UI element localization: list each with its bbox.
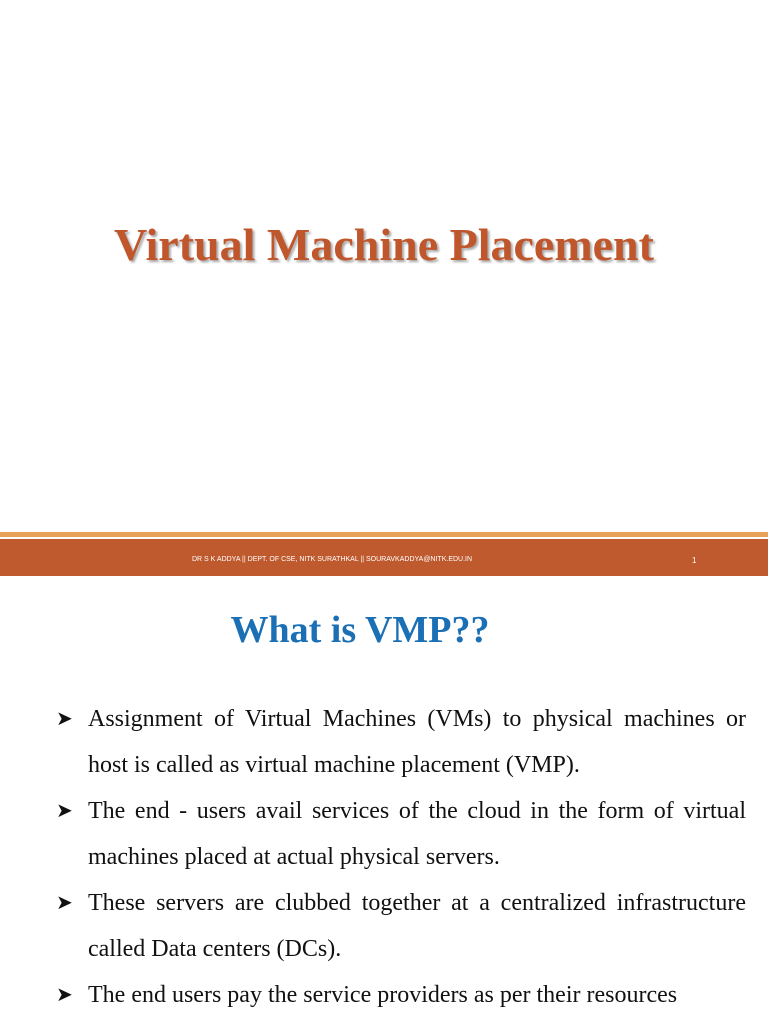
bullet-item [56, 972, 746, 1018]
bullet-item [56, 880, 746, 972]
slide-2 [0, 576, 768, 1024]
footer-divider [0, 532, 768, 537]
arrow-bullet-icon: ➤ [56, 800, 73, 822]
arrow-bullet-icon: ➤ [56, 984, 73, 1006]
bullet-text: These servers are clubbed together at a centralized infrastructure called Data centers (DCs). [88, 890, 746, 962]
bullet-text: Assignment of Virtual Machines (VMs) to physical machines or host is called as virtual machine placement (VMP). [88, 706, 746, 778]
page-number: 1 [692, 556, 697, 565]
bullet-item [56, 788, 746, 880]
bullet-item [56, 696, 746, 788]
footer-text: DR S K ADDYA || DEPT. OF CSE, NITK SURATHKAL || SOURAVKADDYA@NITK.EDU.IN [192, 556, 473, 563]
slide-title: Virtual Machine Placement [114, 219, 654, 270]
bullet-text: The end users pay the service providers as per their resources [88, 982, 678, 1008]
bullet-list [56, 696, 746, 1018]
arrow-bullet-icon: ➤ [56, 892, 73, 914]
bullet-text: The end - users avail services of the cloud in the form of virtual machines placed at actual physical servers. [88, 798, 746, 870]
slide-heading: What is VMP?? [230, 609, 490, 651]
arrow-bullet-icon: ➤ [56, 708, 73, 730]
